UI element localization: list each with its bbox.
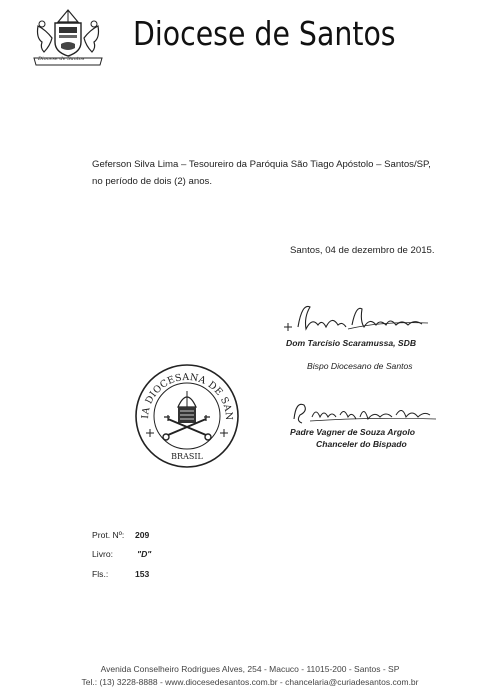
book-label: Livro:	[92, 549, 114, 559]
bishop-signature	[282, 297, 432, 337]
page-title: Diocese de Santos	[133, 14, 396, 53]
protocol-number-label: Prot. Nº:	[92, 530, 125, 540]
protocol-number-value: 209	[135, 530, 150, 540]
curia-seal	[134, 363, 240, 469]
chancellor-title: Chanceler do Bispado	[316, 439, 407, 449]
chancellor-name: Padre Vagner de Souza Argolo	[290, 427, 415, 437]
chancellor-signature	[290, 397, 440, 429]
footer-address: Avenida Conselheiro Rodrigues Alves, 254 - Macuco - 11015-200 - Santos - SP	[100, 664, 400, 674]
book-value: "D"	[137, 549, 152, 559]
seal-ring-text: IA DIOCESANA DE SAN	[139, 371, 235, 421]
footer-contact: Tel.: (13) 3228-8888 - www.diocesedesantos.com.br - chancelaria@curiadesantos.com.br	[81, 677, 419, 687]
page-number-value: 153	[135, 569, 150, 579]
bishop-title: Bispo Diocesano de Santos	[307, 361, 413, 371]
logo-caption: Diocese de Santos	[38, 56, 85, 62]
document-date: Santos, 04 de dezembro de 2015.	[290, 245, 435, 256]
page-number-label: Fls.:	[92, 569, 109, 579]
bishop-name: Dom Tarcísio Scaramussa, SDB	[286, 338, 417, 348]
seal-bottom-text: BRASIL	[171, 452, 203, 461]
document-body-text: Geferson Silva Lima – Tesoureiro da Paróquia São Tiago Apóstolo – Santos/SP, no período de dois (2) anos.	[92, 159, 431, 187]
